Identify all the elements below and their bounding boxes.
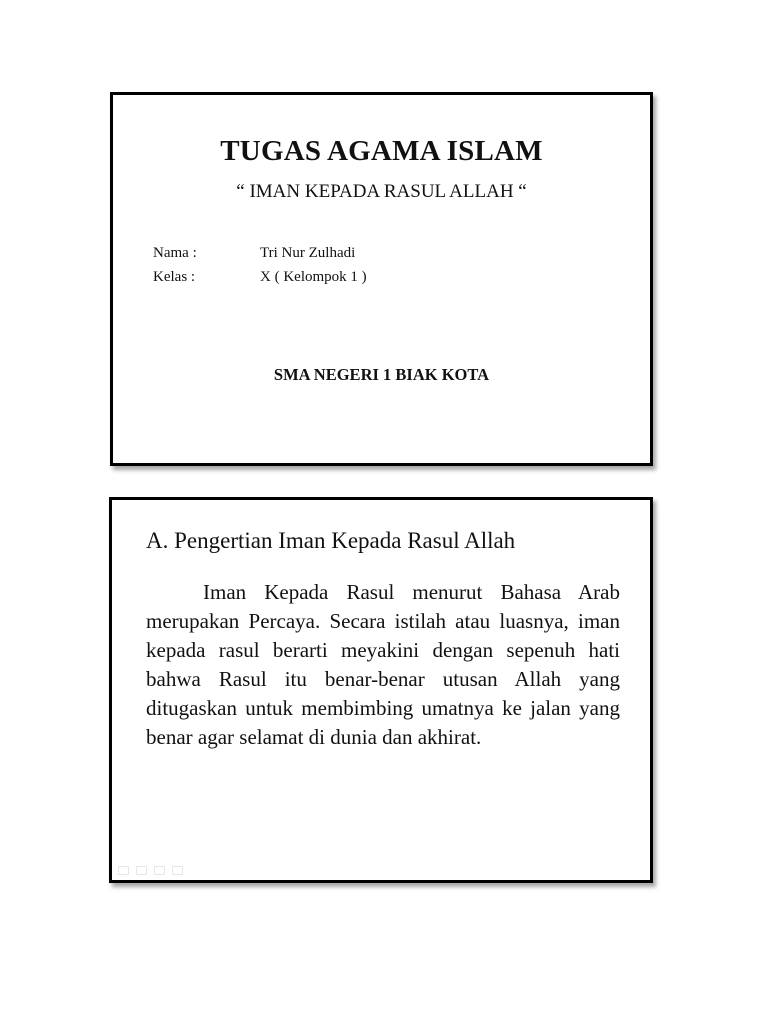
next-icon xyxy=(172,866,183,875)
slide-subtitle: “ IMAN KEPADA RASUL ALLAH “ xyxy=(236,181,527,202)
info-value-nama: Tri Nur Zulhadi xyxy=(260,245,356,261)
menu-icon xyxy=(154,866,165,875)
section-heading: A. Pengertian Iman Kepada Rasul Allah xyxy=(146,528,516,553)
title-slide xyxy=(110,92,653,466)
slide-title: TUGAS AGAMA ISLAM xyxy=(220,135,543,167)
section-paragraph: Iman Kepada Rasul menurut Bahasa Arab merupakan Percaya. Secara istilah atau luasnya, iman kepada rasul berarti meyakini dengan sepenuh hati bahwa Rasul itu benar-benar utusan Allah yang ditugaskan untuk membimbing umatnya ke jalan yang benar agar selamat di dunia dan akhirat. xyxy=(146,580,620,749)
previous-icon xyxy=(118,866,129,875)
pen-icon xyxy=(136,866,147,875)
slide-toolbar xyxy=(118,866,183,875)
info-label-kelas: Kelas : xyxy=(153,269,196,285)
info-row-nama xyxy=(153,245,355,262)
school-name: SMA NEGERI 1 BIAK KOTA xyxy=(273,365,490,384)
info-row-kelas xyxy=(153,269,367,286)
info-value-kelas: X ( Kelompok 1 ) xyxy=(260,269,367,285)
content-slide xyxy=(109,497,653,883)
info-label-nama: Nama : xyxy=(153,245,197,261)
